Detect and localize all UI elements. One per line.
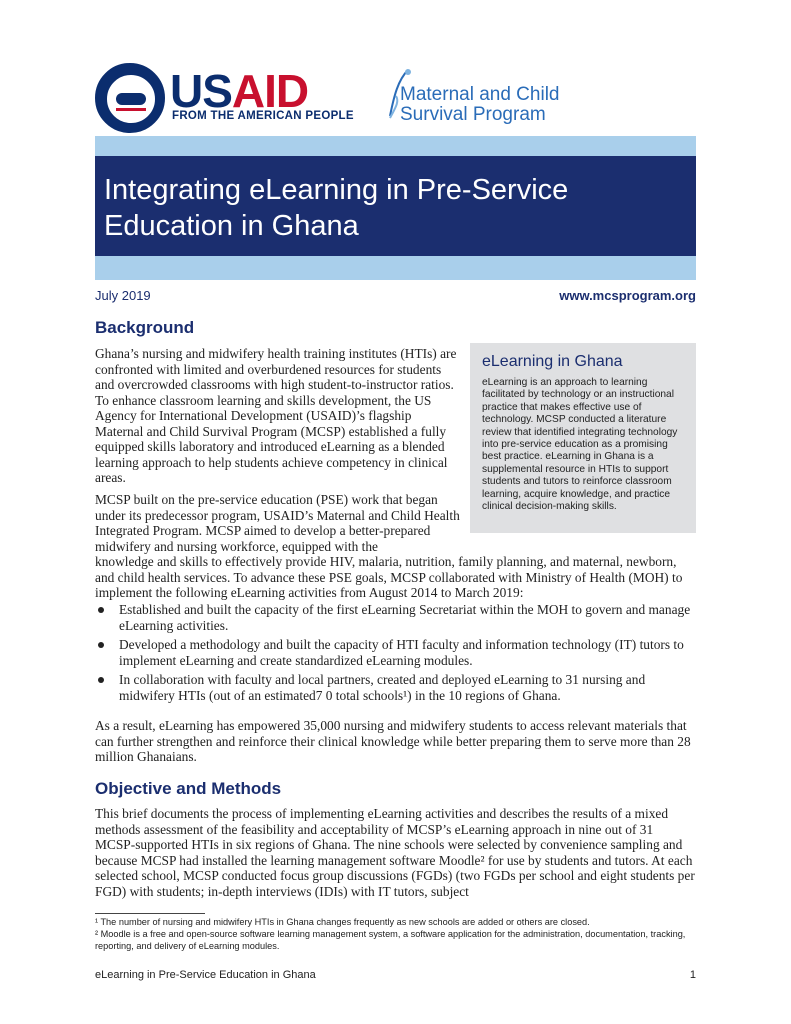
footnote-2: ² Moodle is a free and open-source software learning management system, a software application for the administration, documentation, tracking, reporting, and delivery of eLearning modules. xyxy=(95,929,686,951)
background-heading: Background xyxy=(95,318,195,337)
background-paragraph-1: Ghana’s nursing and midwifery health training institutes (HTIs) are confronted with limited and overburdened resources for students and overcrowded classrooms with high student-to-instructor ratios. To enhance classroom learning and skills development, the US Agency for International Development (USAID)’s flagship Maternal and Child Survival Program (MCSP) established a fully equipped skills laboratory and introduced eLearning as a blended learning approach to help students achieve competency in clinical areas. xyxy=(95,346,457,485)
seal-inner xyxy=(106,74,156,124)
activities-list xyxy=(95,602,695,707)
bullet-icon xyxy=(98,677,104,683)
objective-heading: Objective and Methods xyxy=(95,779,282,798)
bullet-icon xyxy=(98,607,104,613)
website-link[interactable]: www.mcsprogram.org xyxy=(559,288,696,303)
elearning-sidebar xyxy=(470,343,696,533)
objective-paragraph: This brief documents the process of implementing eLearning activities and describes the results of a mixed methods assessment of the feasibility and acceptability of MCSP’s eLearning approach in nine out of 31 MCSP-supported HTIs in six regions of Ghana. The nine schools were selected by convenience sampling and because MCSP had installed the learning management software Moodle² for use by students and tutors. At each selected school, MCSP conducted focus group discussions (FGDs) (two FGDs per school and eight students per FGD) with students; in-depth interviews (IDIs) with IT tutors, subject xyxy=(95,806,695,899)
background-paragraph-2b: knowledge and skills to effectively provide HIV, malaria, nutrition, family planning, and maternal, newborn, and child health services. To advance these PSE goals, MCSP collaborated with Ministry of Health (MOH) to implement the following eLearning activities from August 2014 to March 2019: xyxy=(95,554,683,600)
sidebar-text: eLearning is an approach to learning facilitated by technology or an instructional practice that makes effective use of technology. MCSP conducted a literature review that identified integrating technology into pre-service education as a promising best practice. eLearning in Ghana is a supplemental resource in HTIs to support students and tutors to reinforce classroom learning, acquire knowledge, and practice clinical decision-making skills. xyxy=(482,377,678,513)
usaid-tagline: FROM THE AMERICAN PEOPLE xyxy=(172,110,354,122)
list-item: Established and built the capacity of the first eLearning Secretariat within the MOH to govern and manage eLearning activities. xyxy=(95,602,695,633)
background-paragraph-3: As a result, eLearning has empowered 35,000 nursing and midwifery students to access relevant materials that can further strengthen and reinforce their clinical knowledge while better preparing them to serve more than 28 million Ghanaians. xyxy=(95,718,691,764)
background-paragraph-2a: MCSP built on the pre-service education (PSE) work that began under its predecessor program, USAID’s Maternal and Child Health Integrated Program. MCSP aimed to develop a better-prepared midwifery and nursing workforce, equipped with the xyxy=(95,492,460,554)
handshake-icon xyxy=(116,93,146,105)
mcsp-name-line2: Survival Program xyxy=(400,104,546,125)
usaid-wordmark: USAID xyxy=(170,65,309,117)
title-band-top xyxy=(95,136,696,156)
footer-title: eLearning in Pre-Service Education in Ghana xyxy=(95,969,316,981)
page-title: Integrating eLearning in Pre-Service Education in Ghana xyxy=(104,174,569,242)
list-item: In collaboration with faculty and local partners, created and deployed eLearning to 31 nursing and midwifery HTIs (out of an estimated7 0 total schools¹) in the 10 regions of Ghana. xyxy=(95,672,695,703)
list-item: Developed a methodology and built the capacity of HTI faculty and information technology (IT) tutors to implement eLearning and create standardized eLearning modules. xyxy=(95,637,695,668)
usaid-seal-logo xyxy=(95,63,165,133)
page-number: 1 xyxy=(689,969,696,981)
footnote-1: ¹ The number of nursing and midwifery HTIs in Ghana changes frequently as new schools are added or others are closed. xyxy=(95,917,590,927)
mcsp-name-line1: Maternal and Child xyxy=(400,84,560,105)
publication-date: July 2019 xyxy=(95,288,151,303)
seal-stripe xyxy=(116,108,146,111)
sidebar-title: eLearning in Ghana xyxy=(482,353,623,370)
footnote-divider xyxy=(95,913,205,914)
bullet-icon xyxy=(98,642,104,648)
title-band-bottom xyxy=(95,256,696,280)
